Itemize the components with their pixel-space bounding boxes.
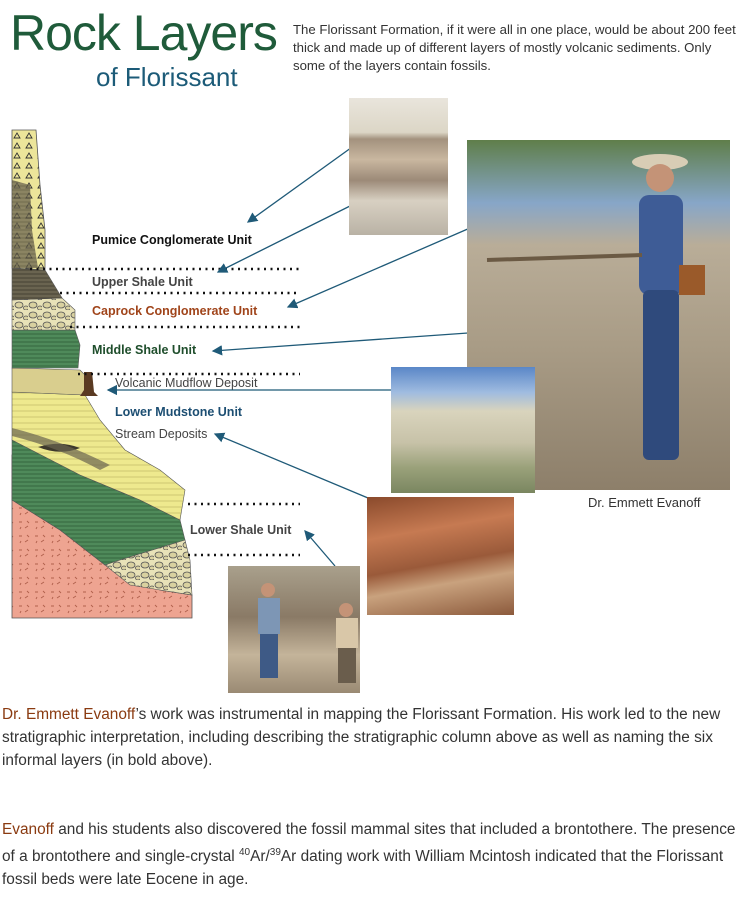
- paragraph-1: [2, 703, 747, 772]
- evanoff-name-highlight: Dr. Emmett Evanoff: [2, 706, 136, 723]
- label-stream-deposits: Stream Deposits: [115, 427, 208, 441]
- paragraph-2-text-b: Ar/: [250, 848, 270, 866]
- photo-caption: Dr. Emmett Evanoff: [588, 495, 701, 510]
- paragraph-2-text-a: and his students also discovered the fossil mammal sites that included a brontothere. The presence of a brontothere and single-crystal: [2, 821, 736, 866]
- mudflow-stump-photo: [391, 367, 535, 493]
- label-middle-shale: Middle Shale Unit: [92, 343, 197, 357]
- outcrop-photo-pumice: [349, 98, 448, 235]
- label-pumice-conglomerate: Pumice Conglomerate Unit: [92, 233, 252, 247]
- label-lower-mudstone: Lower Mudstone Unit: [115, 405, 243, 419]
- intro-text: The Florissant Formation, if it were all in one place, would be about 200 feet thick and made up of different layers of mostly volcanic sediments. Only some of the layers contain fossils.: [293, 22, 736, 73]
- paragraph-2-text-c: Ar dating work with William Mcintosh indicated that the Florissant fossil beds were late Eocene in age.: [2, 848, 724, 889]
- paragraph-1-text: ’s work was instrumental in mapping the Florissant Formation. His work led to the new stratigraphic interpretation, including describing the stratigraphic column above as well as naming the six informal layers (in bold above).: [2, 706, 721, 769]
- paragraph-2: [2, 818, 747, 891]
- label-caprock-conglomerate: Caprock Conglomerate Unit: [92, 304, 258, 318]
- superscript-39: 39: [269, 847, 281, 858]
- page-subtitle: of Florissant: [96, 62, 238, 92]
- lower-shale-photo: [228, 566, 360, 693]
- stream-deposit-photo: [367, 497, 514, 615]
- label-volcanic-mudflow: Volcanic Mudflow Deposit: [115, 376, 258, 390]
- label-lower-shale: Lower Shale Unit: [190, 523, 292, 537]
- superscript-40: 40: [238, 847, 251, 858]
- label-upper-shale: Upper Shale Unit: [92, 275, 193, 289]
- evanoff-name-highlight-2: Evanoff: [2, 821, 54, 838]
- page-title: Rock Layers: [10, 5, 277, 61]
